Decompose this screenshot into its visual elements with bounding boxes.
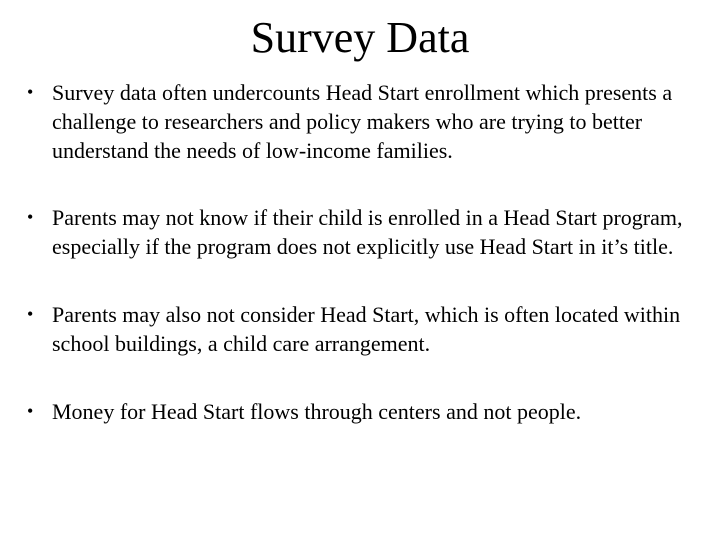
bullet-dot-icon: • [27,207,34,227]
bullet-list [0,78,720,426]
bullet-text: Money for Head Start flows through centers and not people. [52,399,582,424]
bullet-dot-icon: • [27,82,34,102]
bullet-dot-icon: • [27,401,34,421]
bullet-item [0,300,720,358]
slide-title: Survey Data [250,13,470,62]
bullet-text: Parents may not know if their child is enrolled in a Head Start program, especially if the program does not explicitly use Head Start in it’s title. [52,205,683,259]
bullet-text: Survey data often undercounts Head Start enrollment which presents a challenge to researchers and policy makers who are trying to better understand the needs of low-income families. [52,80,673,163]
bullet-item [0,397,720,426]
bullet-text: Parents may also not consider Head Start, which is often located within school buildings, a child care arrangement. [52,302,681,356]
bullet-item [0,78,720,165]
bullet-item [0,203,720,261]
bullet-dot-icon: • [27,304,34,324]
